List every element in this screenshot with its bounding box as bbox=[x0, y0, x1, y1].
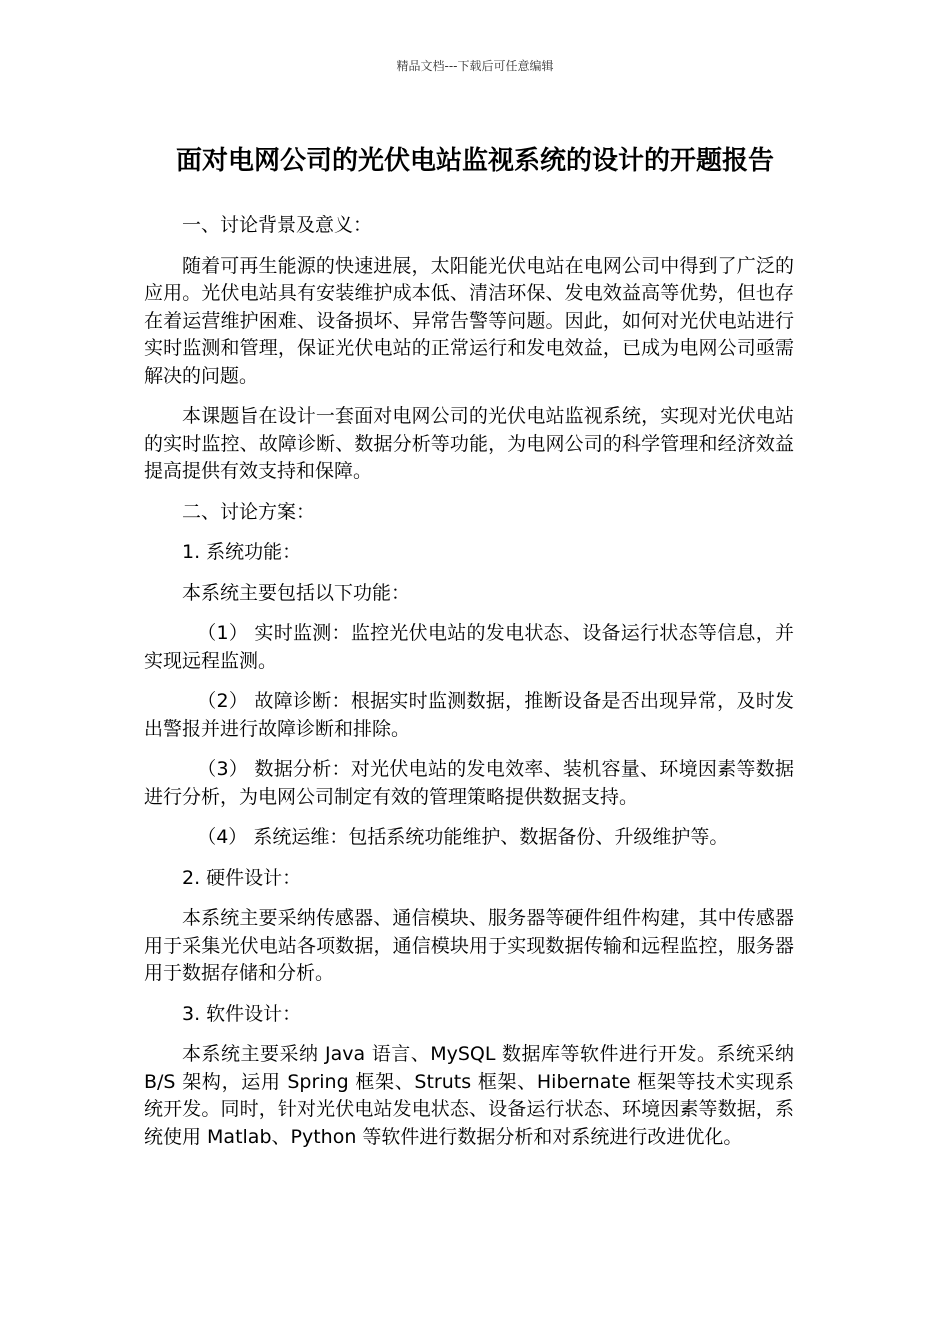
section-1-paragraph-2: 本课题旨在设计一套面对电网公司的光伏电站监视系统，实现对光伏电站的实时监控、故障诊断、数据分析等功能，为电网公司的科学管理和经济效益提高提供有效支持和保障。 bbox=[144, 405, 794, 482]
subsection-hardware-heading: 2. 硬件设计： bbox=[182, 866, 302, 889]
hardware-paragraph: 本系统主要采纳传感器、通信模块、服务器等硬件组件构建，其中传感器用于采集光伏电站各项数据，通信模块用于实现数据传输和远程监控，服务器用于数据存储和分析。 bbox=[144, 907, 794, 984]
document-title: 面对电网公司的光伏电站监视系统的设计的开题报告 bbox=[175, 146, 774, 176]
function-item-3: （3） 数据分析：对光伏电站的发电效率、装机容量、环境因素等数据进行分析，为电网公司制定有效的管理策略提供数据支持。 bbox=[144, 758, 794, 808]
function-item-1: （1） 实时监测：监控光伏电站的发电状态、设备运行状态等信息，并实现远程监测。 bbox=[144, 622, 794, 672]
subsection-software-heading: 3. 软件设计： bbox=[182, 1002, 302, 1025]
function-item-4: （4） 系统运维：包括系统功能维护、数据备份、升级维护等。 bbox=[197, 826, 729, 848]
document-body bbox=[144, 212, 794, 1164]
section-1-paragraph-1: 随着可再生能源的快速进展，太阳能光伏电站在电网公司中得到了广泛的应用。光伏电站具有安装维护成本低、清洁环保、发电效益高等优势，但也存在着运营维护困难、设备损坏、异常告警等问题。因此，如何对光伏电站进行实时监测和管理，保证光伏电站的正常运行和发电效益，已成为电网公司亟需解决的问题。 bbox=[144, 254, 794, 387]
header-note: 精品文档---下载后可任意编辑 bbox=[396, 59, 554, 73]
section-2-heading: 二、讨论方案： bbox=[182, 500, 316, 523]
functions-intro: 本系统主要包括以下功能： bbox=[182, 581, 411, 604]
software-paragraph: 本系统主要采纳 Java 语言、MySQL 数据库等软件进行开发。系统采纳 B/S 架构，运用 Spring 框架、Struts 框架、Hibernate 框架等技术实现系统开发。同时，针对光伏电站发电状态、设备运行状态、环境因素等数据，系统使用 Matlab、Python 等软件进行数据分析和对系统进行改进优化。 bbox=[144, 1043, 794, 1148]
function-item-2: （2） 故障诊断：根据实时监测数据，推断设备是否出现异常，及时发出警报并进行故障诊断和排除。 bbox=[144, 690, 794, 740]
section-1-heading: 一、讨论背景及意义： bbox=[182, 214, 373, 236]
subsection-functions-heading: 1. 系统功能： bbox=[182, 541, 302, 563]
